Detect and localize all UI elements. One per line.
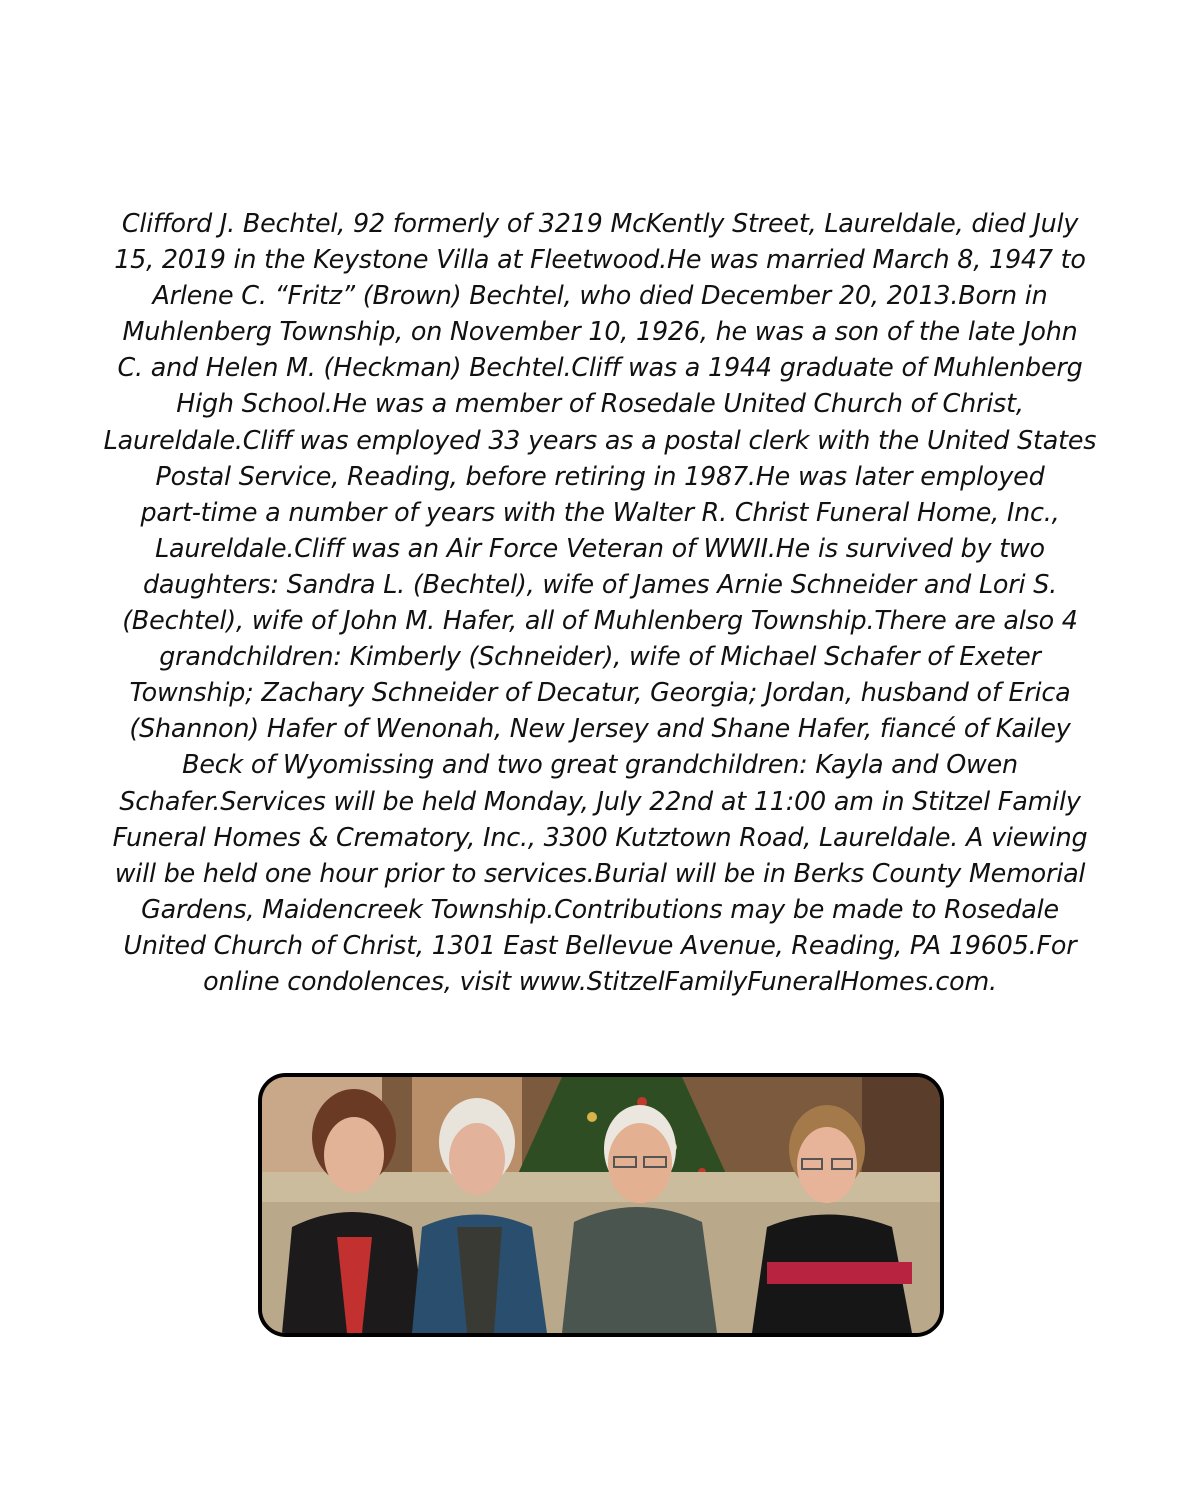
obituary-line: grandchildren: Kimberly (Schneider), wife of Michael Schafer of Exeter — [159, 641, 1041, 672]
obituary-line: 15, 2019 in the Keystone Villa at Fleetwood.He was married March 8, 1947 to — [114, 244, 1086, 275]
obituary-line: High School.He was a member of Rosedale United Church of Christ, — [176, 388, 1024, 419]
obituary-line: Funeral Homes & Crematory, Inc., 3300 Kutztown Road, Laureldale. A viewing — [112, 821, 1088, 852]
obituary-line: Postal Service, Reading, before retiring in 1987.He was later employed — [155, 460, 1045, 491]
obituary-line: Beck of Wyomissing and two great grandchildren: Kayla and Owen — [182, 749, 1018, 780]
obituary-line: online condolences, visit www.StitzelFamilyFuneralHomes.com. — [203, 965, 997, 996]
obituary-line: C. and Helen M. (Heckman) Bechtel.Cliff was a 1944 graduate of Muhlenberg — [117, 352, 1083, 383]
obituary-line: part-time a number of years with the Walter R. Christ Funeral Home, Inc., — [140, 496, 1060, 527]
obituary-line: daughters: Sandra L. (Bechtel), wife of James Arnie Schneider and Lori S. — [143, 568, 1057, 599]
obituary-line: will be held one hour prior to services.Burial will be in Berks County Memorial — [114, 857, 1086, 888]
tree-ornament — [587, 1112, 597, 1122]
obituary-line: Township; Zachary Schneider of Decatur, Georgia; Jordan, husband of Erica — [129, 677, 1071, 708]
family-photo-illustration — [262, 1077, 940, 1333]
obituary-line: Clifford J. Bechtel, 92 formerly of 3219 McKently Street, Laureldale, died July — [121, 208, 1079, 238]
obituary-line: Arlene C. “Fritz” (Brown) Bechtel, who died December 20, 2013.Born in — [152, 280, 1048, 311]
obituary-line: United Church of Christ, 1301 East Bellevue Avenue, Reading, PA 19605.For — [123, 929, 1077, 960]
person-3-face — [608, 1123, 672, 1203]
obituary-line: Muhlenberg Township, on November 10, 1926, he was a son of the late John — [122, 316, 1078, 347]
obituary-line: Gardens, Maidencreek Township.Contributions may be made to Rosedale — [141, 893, 1059, 924]
obituary-line: (Bechtel), wife of John M. Hafer, all of Muhlenberg Township.There are also 4 — [122, 605, 1078, 636]
person-2-face — [449, 1123, 505, 1195]
obituary-line: Laureldale.Cliff was an Air Force Veteran of WWII.He is survived by two — [155, 532, 1045, 563]
family-photo — [258, 1073, 944, 1337]
person-1-face — [324, 1117, 384, 1193]
obituary-line: Schafer.Services will be held Monday, July 22nd at 11:00 am in Stitzel Family — [119, 785, 1081, 816]
obituary-text — [95, 205, 1105, 999]
obituary-line: (Shannon) Hafer of Wenonah, New Jersey and Shane Hafer, fiancé of Kailey — [129, 713, 1071, 744]
obituary-line: Laureldale.Cliff was employed 33 years as a postal clerk with the United States — [103, 424, 1097, 455]
person-4-stripe — [767, 1262, 912, 1284]
person-3-body — [562, 1207, 717, 1333]
person-4-face — [797, 1127, 857, 1203]
